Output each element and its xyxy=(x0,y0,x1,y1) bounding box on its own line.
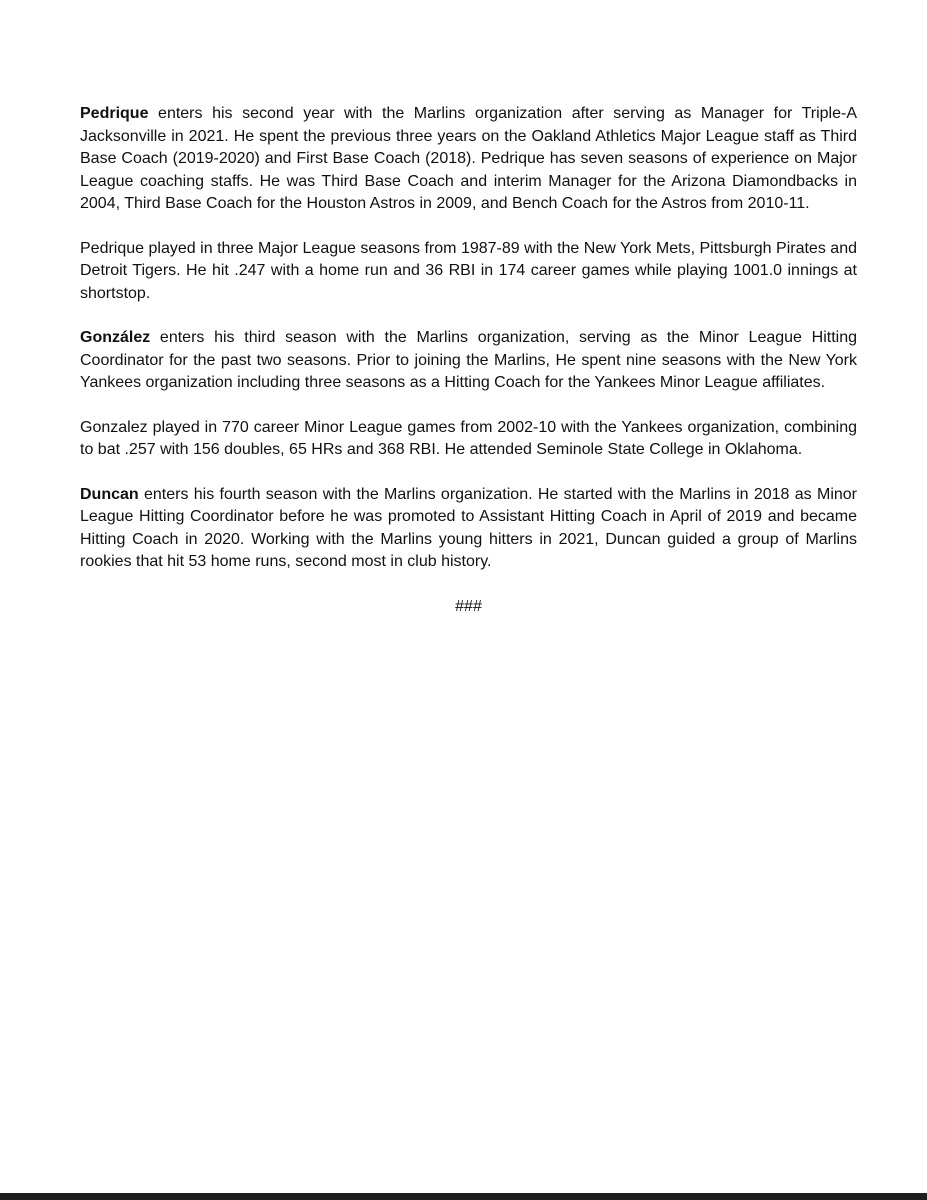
paragraph-lead-name: Pedrique xyxy=(80,105,149,122)
paragraph-gonzalez-playing-career xyxy=(80,417,857,462)
paragraph-duncan-bio xyxy=(80,484,857,574)
paragraph-lead-name: González xyxy=(80,329,151,346)
paragraph-pedrique-bio xyxy=(80,103,857,216)
paragraph-pedrique-playing-career xyxy=(80,238,857,306)
paragraph-body: enters his second year with the Marlins organization after serving as Manager for Triple-A Jacksonville in 2021. He spent the previous three years on the Oakland Athletics Major League staff as Third Base Coach (2019-2020) and First Base Coach (2018). Pedrique has seven seasons of experience on Major League coaching staffs. He was Third Base Coach and interim Manager for the Arizona Diamondbacks in 2004, Third Base Coach for the Houston Astros in 2009, and Bench Coach for the Astros from 2010-11. xyxy=(80,105,857,212)
paragraph-body: Pedrique played in three Major League seasons from 1987-89 with the New York Mets, Pittsburgh Pirates and Detroit Tigers. He hit .247 with a home run and 36 RBI in 174 career games while playing 1001.0 innings at shortstop. xyxy=(80,239,857,302)
paragraph-lead-name: Duncan xyxy=(80,485,139,503)
paragraph-body: Gonzalez played in 770 career Minor League games from 2002-10 with the Yankees organization, combining to bat .257 with 156 doubles, 65 HRs and 368 RBI. He attended Seminole State College in Oklahoma. xyxy=(80,418,857,458)
end-of-release-mark: ### xyxy=(455,597,482,615)
paragraph-gonzalez-bio xyxy=(80,327,857,395)
paragraph-body: enters his fourth season with the Marlins organization. He started with the Marlins in 2018 as Minor League Hitting Coordinator before he was promoted to Assistant Hitting Coach in April of 2019 and became Hitting Coach in 2020. Working with the Marlins young hitters in 2021, Duncan guided a group of Marlins rookies that hit 53 home runs, second most in club history. xyxy=(80,485,857,570)
paragraph-body: enters his third season with the Marlins organization, serving as the Minor League Hitting Coordinator for the past two seasons. Prior to joining the Marlins, He spent nine seasons with the New York Yankees organization including three seasons as a Hitting Coach for the Yankees Minor League affiliates. xyxy=(80,329,857,391)
document-page xyxy=(80,103,857,618)
bottom-edge-bar xyxy=(0,1193,927,1200)
